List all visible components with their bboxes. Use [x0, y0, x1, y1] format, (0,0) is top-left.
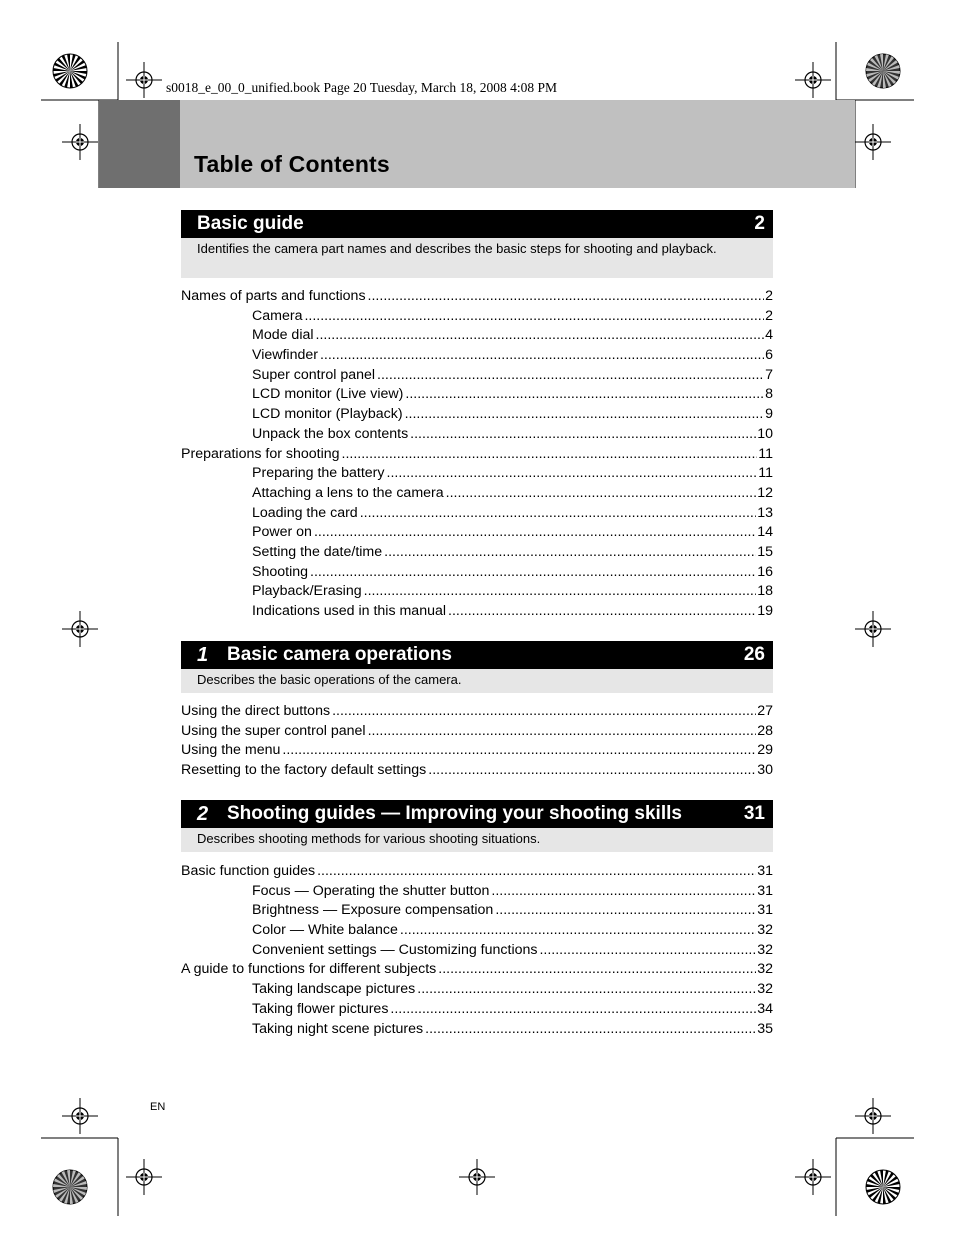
toc-entry-page: 13 — [757, 504, 773, 521]
toc-entry[interactable] — [181, 703, 773, 723]
toc-entry[interactable] — [181, 942, 773, 962]
toc-entry-label: Setting the date/time — [252, 543, 383, 560]
toc-entry-page: 9 — [765, 406, 773, 423]
color-target-icon — [53, 54, 87, 88]
section-header-basic-camera-operations — [181, 641, 773, 669]
language-tag: EN — [150, 1101, 166, 1113]
toc-entry[interactable] — [181, 961, 773, 981]
toc-entry[interactable] — [181, 583, 773, 603]
toc-entry-label: Preparing the battery — [252, 465, 385, 482]
toc-entry[interactable] — [181, 347, 773, 367]
dot-leader — [438, 961, 756, 977]
toc-entry-page: 32 — [757, 922, 773, 939]
dot-leader — [491, 883, 756, 899]
color-target-icon — [866, 1170, 900, 1204]
toc-entry[interactable] — [181, 327, 773, 347]
toc-entry-page: 16 — [757, 563, 773, 580]
toc-entry-label: Super control panel — [252, 366, 376, 383]
toc-entry[interactable] — [181, 505, 773, 525]
toc-entry-page: 11 — [758, 445, 773, 462]
toc-entry-page: 31 — [757, 863, 773, 879]
toc-entry[interactable] — [181, 367, 773, 387]
dot-leader — [360, 505, 757, 521]
dot-leader — [390, 1001, 756, 1017]
toc-entry-page: 10 — [757, 425, 773, 442]
toc-entry-label: Power on — [252, 524, 312, 541]
dot-leader — [387, 465, 758, 481]
print-header: s0018_e_00_0_unified.book Page 20 Tuesday, March 18, 2008 4:08 PM — [166, 80, 557, 95]
section-title: Shooting guides — Improving your shooting skills — [227, 803, 682, 824]
dot-leader — [405, 406, 765, 422]
dot-leader — [410, 426, 756, 442]
dot-leader — [368, 288, 765, 304]
dot-leader — [417, 981, 756, 997]
toc-entry-page: 29 — [757, 742, 773, 759]
toc-entry-page: 6 — [765, 347, 773, 364]
dot-leader — [428, 762, 756, 778]
color-target-icon — [866, 54, 900, 88]
toc-entry[interactable] — [181, 762, 773, 782]
dot-leader — [310, 564, 756, 580]
toc-entry-label: Taking night scene pictures — [252, 1020, 424, 1037]
toc-entry[interactable] — [181, 603, 773, 623]
toc-entry[interactable] — [181, 723, 773, 743]
toc-entry-label: Taking landscape pictures — [252, 981, 416, 998]
dot-leader — [377, 367, 764, 383]
dot-leader — [364, 583, 757, 599]
toc-entry-page: 31 — [757, 882, 773, 899]
toc-entry[interactable] — [181, 742, 773, 762]
toc-entry-label: Shooting — [252, 563, 309, 580]
toc-entry-page: 32 — [757, 941, 773, 958]
toc-entry-page: 31 — [757, 902, 773, 919]
toc-entry-page: 19 — [757, 603, 773, 619]
section-page: 31 — [743, 803, 765, 824]
dot-leader — [282, 742, 756, 758]
toc-entry-page: 15 — [757, 543, 773, 560]
toc-entry-page: 32 — [757, 961, 773, 978]
registration-mark-icon — [795, 62, 831, 98]
dot-leader — [405, 386, 764, 402]
toc-entry-label: Focus — Operating the shutter button — [252, 882, 490, 899]
toc-entry-label: Brightness — Exposure compensation — [252, 902, 494, 919]
toc-entry[interactable] — [181, 485, 773, 505]
toc-entry-label: Using the super control panel — [181, 722, 366, 739]
toc-entry-label: Convenient settings — Customizing functions — [252, 941, 538, 958]
dot-leader — [314, 524, 756, 540]
section-description: Describes shooting methods for various shooting situations. — [181, 828, 773, 852]
dot-leader — [368, 723, 757, 739]
registration-mark-icon — [126, 1159, 162, 1195]
registration-mark-icon — [855, 1098, 891, 1134]
toc-entry[interactable] — [181, 883, 773, 903]
toc-entry[interactable] — [181, 1001, 773, 1021]
section-number: 1 — [197, 644, 209, 666]
registration-mark-icon — [855, 611, 891, 647]
section-header-shooting-guides — [181, 800, 773, 828]
toc-entry[interactable] — [181, 902, 773, 922]
toc-entry[interactable] — [181, 863, 773, 883]
dot-leader — [332, 703, 756, 719]
toc-entry[interactable] — [181, 1021, 773, 1041]
toc-entry-label: Color — White balance — [252, 922, 398, 939]
toc-entry-page: 7 — [765, 366, 773, 383]
registration-mark-icon — [855, 124, 891, 160]
toc-entry[interactable] — [181, 386, 773, 406]
registration-mark-icon — [62, 1098, 98, 1134]
dot-leader — [317, 863, 756, 879]
toc-entry-label: Loading the card — [252, 504, 358, 521]
toc-entry-label: Viewfinder — [252, 347, 318, 364]
toc-entry[interactable] — [181, 544, 773, 564]
color-target-icon — [53, 1170, 87, 1204]
section-page: 2 — [754, 213, 765, 234]
dot-leader — [495, 902, 756, 918]
toc-entry-page: 30 — [757, 762, 773, 779]
registration-mark-icon — [795, 1159, 831, 1195]
registration-mark-icon — [459, 1159, 495, 1195]
toc-entry-page: 11 — [758, 465, 773, 482]
toc-entry-label: LCD monitor (Live view) — [252, 386, 404, 403]
toc-entry-label: LCD monitor (Playback) — [252, 406, 403, 423]
dot-leader — [320, 347, 764, 363]
toc-entry-label: Indications used in this manual — [252, 603, 447, 619]
toc-entry-page: 35 — [757, 1020, 773, 1037]
section-description: Describes the basic operations of the camera. — [181, 669, 773, 693]
toc-entry[interactable] — [181, 524, 773, 544]
toc-entry[interactable] — [181, 288, 773, 308]
toc-entry-label: A guide to functions for different subjects — [181, 961, 437, 978]
dot-leader — [425, 1021, 756, 1037]
toc-entry-page: 4 — [765, 327, 773, 344]
registration-mark-icon — [62, 124, 98, 160]
toc-entry[interactable] — [181, 564, 773, 584]
toc-entry-label: Using the direct buttons — [181, 703, 331, 719]
registration-mark-icon — [62, 611, 98, 647]
toc-entry-label: Camera — [252, 307, 303, 324]
title-tab — [99, 100, 180, 188]
section-header-basic-guide — [181, 210, 773, 238]
toc-entry-page: 32 — [757, 981, 773, 998]
section-description: Identifies the camera part names and describes the basic steps for shooting and playback. — [181, 238, 773, 278]
toc-entry-page: 27 — [757, 703, 773, 719]
dot-leader — [539, 942, 756, 958]
toc-entry-label: Mode dial — [252, 327, 314, 344]
dot-leader — [448, 603, 756, 619]
toc-entry-page: 28 — [757, 722, 773, 739]
toc-entry-page: 2 — [765, 288, 773, 304]
toc-list-basic-camera-operations — [181, 703, 773, 782]
dot-leader — [400, 922, 756, 938]
dot-leader — [316, 327, 765, 343]
toc-entry-label: Preparations for shooting — [181, 445, 340, 462]
toc-entry-label: Playback/Erasing — [252, 583, 362, 600]
dot-leader — [446, 485, 757, 501]
toc-entry-page: 12 — [757, 484, 773, 501]
section-page: 26 — [743, 644, 765, 665]
toc-entry-label: Unpack the box contents — [252, 425, 409, 442]
toc-entry[interactable] — [181, 406, 773, 426]
toc-list-basic-guide — [181, 288, 773, 623]
toc-entry-label: Attaching a lens to the camera — [252, 484, 444, 501]
toc-entry-page: 34 — [757, 1000, 773, 1017]
registration-mark-icon — [126, 62, 162, 98]
section-title: Basic guide — [197, 213, 304, 234]
toc-entry-page: 8 — [765, 386, 773, 403]
toc-entry[interactable] — [181, 922, 773, 942]
toc-entry-label: Using the menu — [181, 742, 281, 759]
dot-leader — [342, 446, 758, 462]
toc-list-shooting-guides — [181, 863, 773, 1040]
toc-entry-label: Names of parts and functions — [181, 288, 366, 304]
dot-leader — [304, 308, 764, 324]
toc-entry[interactable] — [181, 465, 773, 485]
toc-entry-label: Resetting to the factory default settings — [181, 762, 427, 779]
toc-entry[interactable] — [181, 426, 773, 446]
toc-entry[interactable] — [181, 308, 773, 328]
dot-leader — [384, 544, 756, 560]
toc-entry-page: 2 — [765, 307, 773, 324]
section-title: Basic camera operations — [227, 644, 452, 665]
toc-entry-page: 18 — [757, 583, 773, 600]
section-number: 2 — [197, 803, 209, 825]
toc-entry[interactable] — [181, 981, 773, 1001]
toc-entry[interactable] — [181, 446, 773, 466]
page-title: Table of Contents — [194, 151, 390, 177]
toc-entry-label: Basic function guides — [181, 863, 316, 879]
toc-entry-label: Taking flower pictures — [252, 1000, 389, 1017]
toc-entry-page: 14 — [757, 524, 773, 541]
